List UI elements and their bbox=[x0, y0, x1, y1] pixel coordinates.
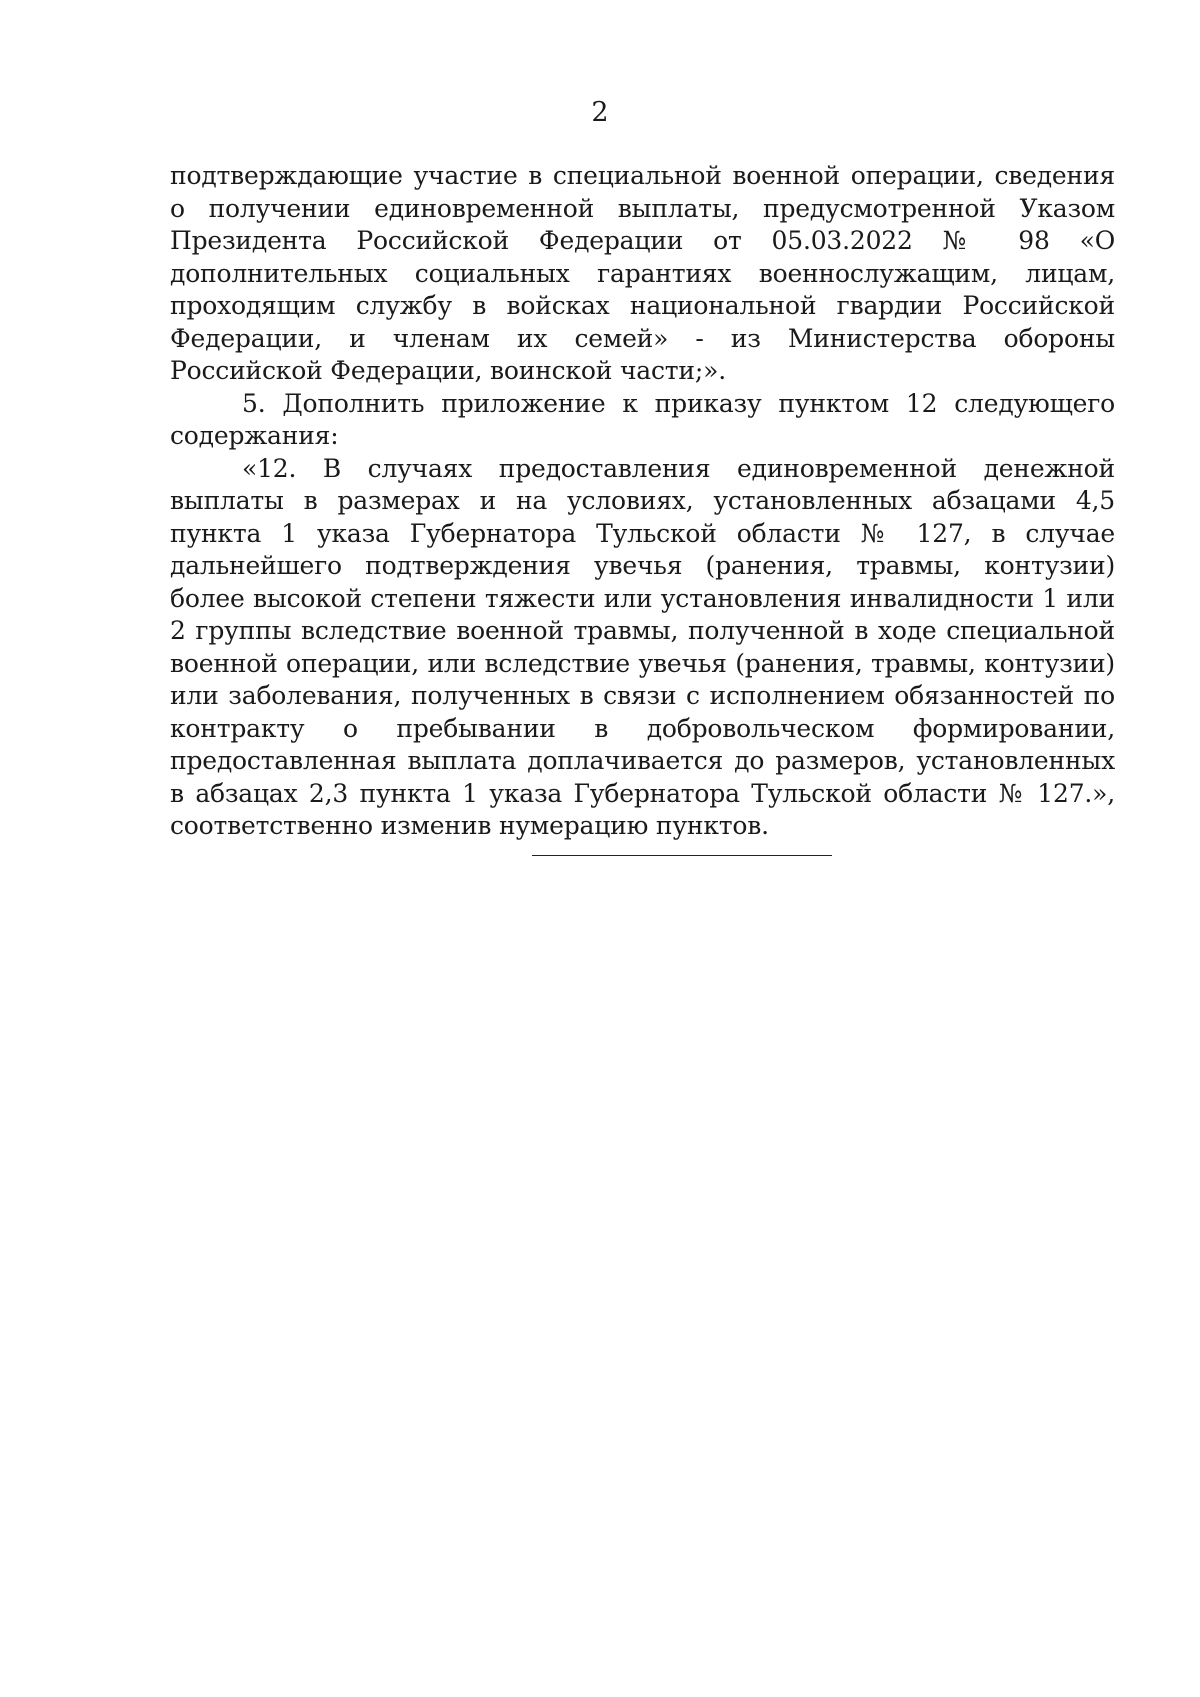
page-number: 2 bbox=[591, 97, 609, 128]
document-body bbox=[170, 160, 1115, 843]
paragraph-continuation: подтверждающие участие в специальной военной операции, сведения о получении единовременной выплаты, предусмотренной Указом Президента Российской Федерации от 05.03.2022 № 98 «О дополнительных социальных гарантиях военнослужащим, лицам, проходящим службу в войсках национальной гвардии Российской Федерации, и членам их семей» - из Министерства обороны Российской Федерации, воинской части;». bbox=[170, 161, 1115, 385]
paragraph-item-5: 5. Дополнить приложение к приказу пунктом 12 следующего содержания: bbox=[170, 388, 1115, 450]
paragraph-item-12-quote: «12. В случаях предоставления единовременной денежной выплаты в размерах и на условиях, установленных абзацами 4,5 пункта 1 указа Губернатора Тульской области № 127, в случае дальнейшего подтверждения увечья (ранения, травмы, контузии) более высокой степени тяжести или установления инвалидности 1 или 2 группы вследствие военной травмы, полученной в ходе специальной военной операции, или вследствие увечья (ранения, травмы, контузии) или заболевания, полученных в связи с исполнением обязанностей по контракту о пребывании в добровольческом формировании, предоставленная выплата доплачивается до размеров, установленных в абзацах 2,3 пункта 1 указа Губернатора Тульской области № 127.», соответственно изменив нумерацию пунктов. bbox=[170, 453, 1115, 840]
end-of-text-divider bbox=[532, 855, 832, 856]
